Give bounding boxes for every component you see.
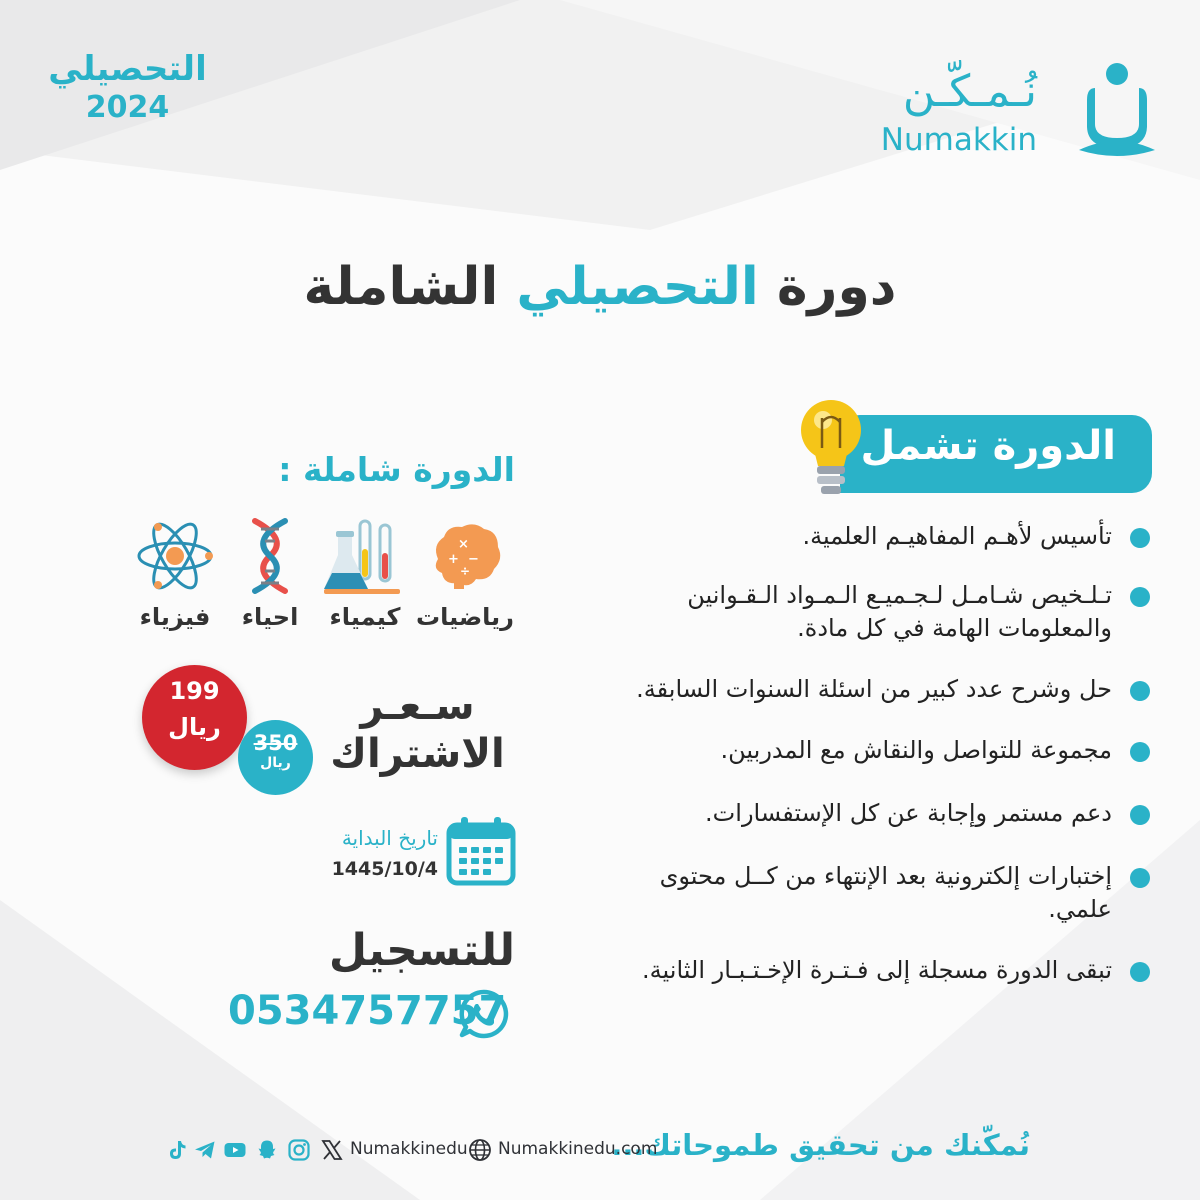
calendar-icon	[445, 815, 517, 887]
brand-logo	[880, 60, 1167, 170]
includes-banner	[840, 415, 1152, 493]
exam-year-badge	[40, 48, 215, 126]
instagram-icon[interactable]	[287, 1138, 311, 1162]
social-handle[interactable]: Numakkinedu	[350, 1139, 468, 1159]
x-icon[interactable]	[320, 1138, 344, 1162]
list-item	[592, 579, 1152, 645]
svg-text:−: −	[468, 552, 479, 567]
subject-math	[415, 515, 515, 631]
start-date-value: 1445/10/4	[331, 858, 438, 880]
dna-icon	[229, 515, 311, 597]
list-item	[592, 860, 1152, 926]
website-text: Numakkinedu.com	[498, 1139, 658, 1159]
price-old-badge	[238, 720, 313, 795]
list-item-text: تـلـخيص شـامـل لـجـميـع الـمـواد الـقـوانين والمعلومات الهامة في كل مادة.	[687, 581, 1112, 642]
list-item-text: تبقى الدورة مسجلة إلى فـتـرة الإخـتـبـار الثانية.	[642, 956, 1112, 984]
flasks-icon	[324, 515, 406, 597]
subjects-heading: الدورة شاملة :	[278, 450, 515, 489]
tiktok-icon[interactable]	[165, 1138, 189, 1162]
list-item-text: دعم مستمر وإجابة عن كل الإستفسارات.	[705, 799, 1112, 827]
price-label-line1: سـعـر	[360, 683, 475, 729]
list-item	[592, 954, 1152, 987]
price-label-line2: الاشتراك	[330, 731, 505, 777]
globe-icon	[468, 1138, 492, 1162]
list-item-text: مجموعة للتواصل والنقاش مع المدربين.	[720, 736, 1112, 764]
subject-label: احياء	[241, 603, 299, 631]
footer-website[interactable]	[466, 1136, 658, 1166]
svg-text:×: ×	[458, 537, 469, 552]
title-highlight: التحصيلي	[516, 257, 759, 317]
start-date-label: تاريخ البداية	[341, 826, 438, 850]
includes-heading: الدورة تشمل	[860, 423, 1116, 469]
logo-arabic-text: نُـمـكّـن	[902, 66, 1037, 117]
bullet-dot	[1130, 742, 1150, 762]
atom-icon	[134, 515, 216, 597]
bullet-dot	[1130, 805, 1150, 825]
phone-number[interactable]: 0534757757	[228, 988, 507, 1034]
bullet-dot	[1130, 528, 1150, 548]
list-item-text: تأسيس لأهـم المفاهيـم العلمية.	[802, 522, 1112, 550]
bullet-dot	[1130, 962, 1150, 982]
list-item-text: إختبارات إلكترونية بعد الإنتهاء من كــل محتوى علمي.	[659, 862, 1112, 923]
price-label	[315, 683, 520, 779]
badge-year: 2024	[85, 90, 170, 125]
price-old-currency: ريال	[260, 755, 291, 771]
bullet-dot	[1130, 681, 1150, 701]
includes-list	[592, 520, 1152, 987]
whatsapp-icon[interactable]	[458, 988, 510, 1040]
telegram-icon[interactable]	[193, 1138, 217, 1162]
footer-slogan: نُمكّنك من تحقيق طموحاتك...	[611, 1128, 1030, 1162]
list-item-text: حل وشرح عدد كبير من اسئلة السنوات السابقة.	[636, 675, 1112, 703]
bullet-dot	[1130, 587, 1150, 607]
youtube-icon[interactable]	[223, 1138, 247, 1162]
price-old-value: 350	[253, 731, 298, 755]
lightbulb-icon	[792, 392, 870, 502]
logo-mark-icon	[1065, 60, 1165, 160]
subject-biology	[220, 515, 320, 631]
subject-label: رياضيات	[416, 603, 514, 631]
subject-label: كيمياء	[329, 603, 401, 631]
subject-physics	[125, 515, 225, 631]
title-part-comprehensive: الشاملة	[303, 257, 499, 317]
brain-math-icon	[424, 515, 506, 597]
badge-title: التحصيلي	[48, 49, 207, 89]
price-new-value: 199	[169, 677, 220, 705]
footer-social	[165, 1136, 468, 1166]
bullet-dot	[1130, 868, 1150, 888]
list-item	[592, 734, 1152, 767]
list-item	[592, 673, 1152, 706]
page-title	[200, 252, 1000, 322]
snapchat-icon[interactable]	[255, 1138, 279, 1162]
subject-label: فيزياء	[139, 603, 211, 631]
subject-chemistry	[315, 515, 415, 631]
register-label: للتسجيل	[328, 925, 515, 976]
svg-text:÷: ÷	[460, 564, 471, 578]
svg-text:+: +	[448, 552, 459, 567]
price-new-currency: ريال	[168, 713, 221, 741]
logo-english-text: Numakkin	[880, 122, 1037, 158]
title-part-course: دورة	[776, 257, 897, 317]
list-item	[592, 797, 1152, 830]
subjects-row	[130, 515, 515, 635]
price-new-badge	[142, 665, 247, 770]
list-item	[592, 520, 1152, 553]
